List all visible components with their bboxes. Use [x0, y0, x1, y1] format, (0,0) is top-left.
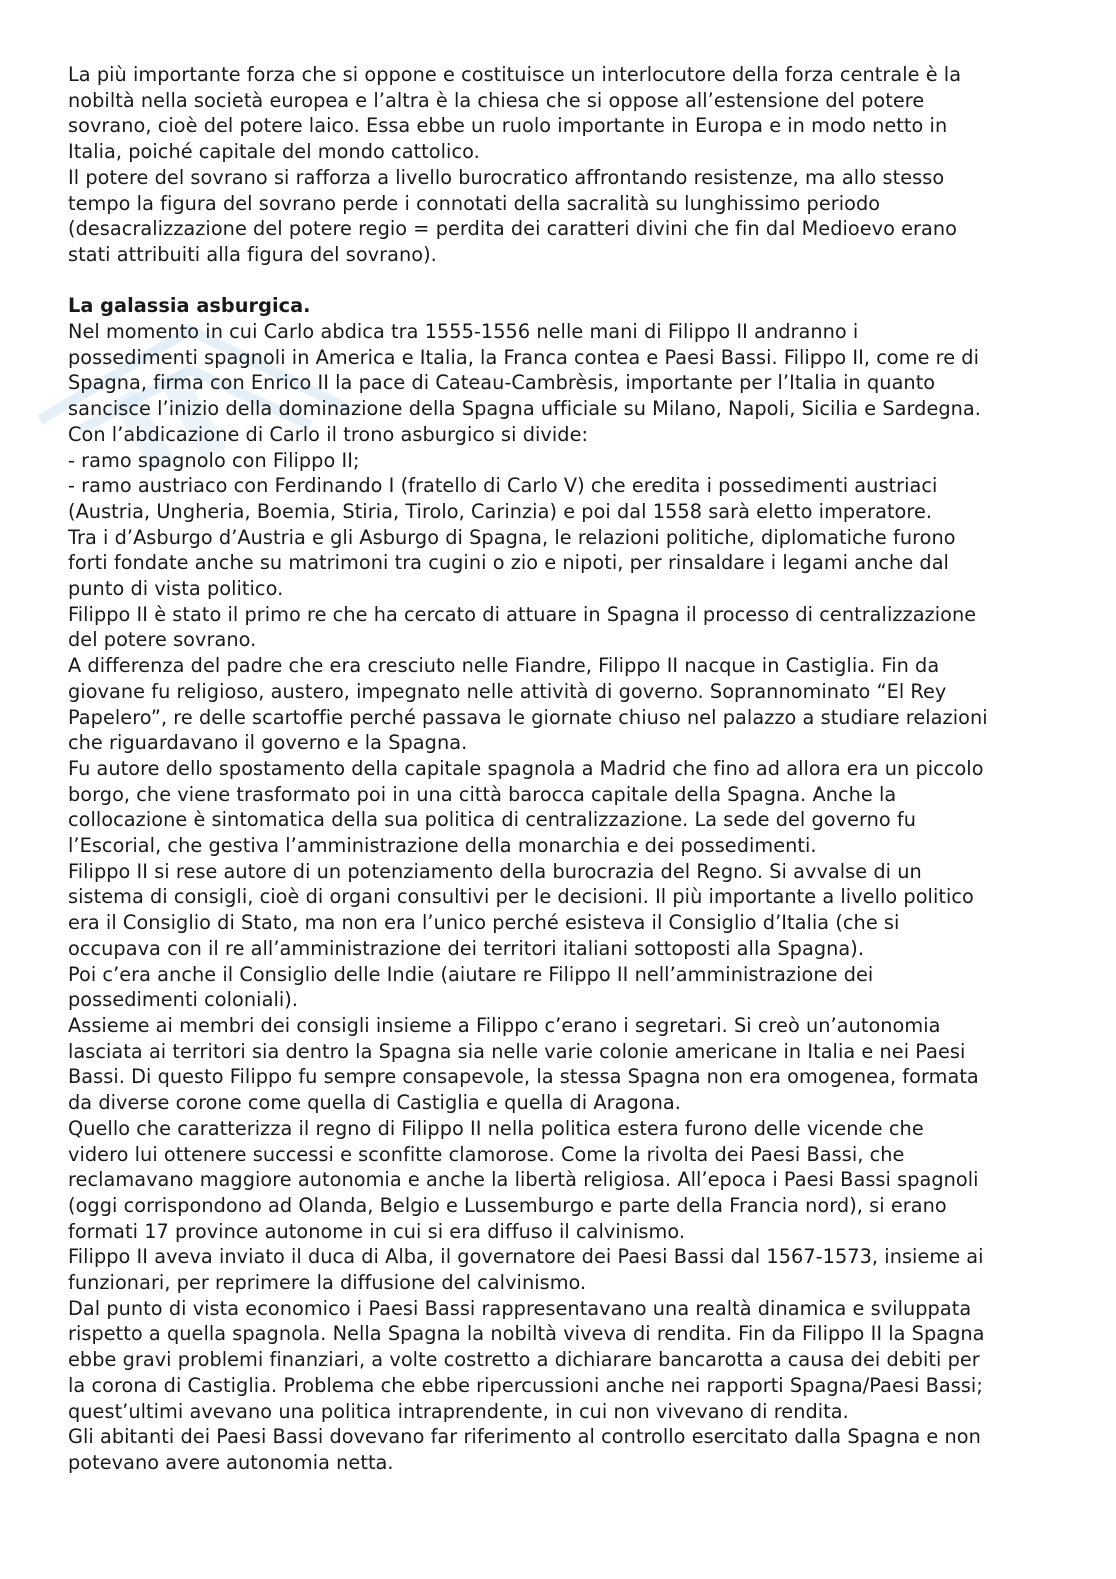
- intro-paragraph-1: La più importante forza che si oppone e costituisce un interlocutore della forza centrale è la nobiltà nella società europea e l’altra è la chiesa che si oppose all’estensione del potere sovrano, cioè del potere laico. Essa ebbe un ruolo importante in Europa e in modo netto in Italia, poiché capitale del mondo cattolico.: [68, 63, 962, 164]
- section-paragraph-15: Gli abitanti dei Paesi Bassi dovevano far riferimento al controllo esercitato dalla Spagna e non potevano avere autonomia netta.: [68, 1425, 981, 1474]
- paragraph-spacer: [68, 268, 1048, 294]
- section-paragraph-9: Filippo II si rese autore di un potenziamento della burocrazia del Regno. Si avvalse di un sistema di consigli, cioè di organi consultivi per le decisioni. Il più importante a livello politico era il Consiglio di Stato, ma non era l’unico perché esisteva il Consiglio d’Italia (che si occupava con il re all’amministrazione dei territori italiani sottoposti alla Spagna).: [68, 859, 974, 960]
- list-item-spanish-branch: - ramo spagnolo con Filippo II;: [68, 448, 360, 472]
- section-paragraph-7: A differenza del padre che era cresciuto nelle Fiandre, Filippo II nacque in Castiglia. Fin da giovane fu religioso, austero, impegnato nelle attività di governo. Soprannominato “El Rey Papelero”, re delle scartoffie perché passava le giornate chiuso nel palazzo a studiare relazioni che riguardavano il governo e la Spagna.: [68, 654, 988, 755]
- section-paragraph-14: Dal punto di vista economico i Paesi Bassi rappresentavano una realtà dinamica e sviluppata rispetto a quella spagnola. Nella Spagna la nobiltà viveva di rendita. Fin da Filippo II la Spagna ebbe gravi problemi finanziari, a volte costretto a dichiarare bancarotta a causa dei debiti per la corona di Castiglia. Problema che ebbe ripercussioni anche nei rapporti Spagna/Paesi Bassi; quest’ultimi avevano una politica intraprendente, in cui non vivevano di rendita.: [68, 1296, 985, 1423]
- section-paragraph-1: Nel momento in cui Carlo abdica tra 1555-1556 nelle mani di Filippo II andranno i possedimenti spagnoli in America e Italia, la Franca contea e Paesi Bassi. Filippo II, come re di Spagna, firma con Enrico II la pace di Cateau-Cambrèsis, importante per l’Italia in quanto sancisce l’inizio della dominazione della Spagna ufficiale su Milano, Napoli, Sicilia e Sardegna.: [68, 320, 981, 421]
- section-paragraph-2: Con l’abdicazione di Carlo il trono asburgico si divide:: [68, 422, 589, 446]
- section-heading: La galassia asburgica.: [68, 294, 311, 318]
- list-item-austrian-branch: - ramo austriaco con Ferdinando I (fratello di Carlo V) che eredita i possedimenti austriaci (Austria, Ungheria, Boemia, Stiria, Tirolo, Carinzia) e poi dal 1558 sarà eletto imperatore.: [68, 474, 938, 523]
- section-paragraph-13: Filippo II aveva inviato il duca di Alba, il governatore dei Paesi Bassi dal 1567-1573, insieme ai funzionari, per reprimere la diffusione del calvinismo.: [68, 1245, 984, 1295]
- section-paragraph-8: Fu autore dello spostamento della capitale spagnola a Madrid che fino ad allora era un piccolo borgo, che viene trasformato poi in una città barocca capitale della Spagna. Anche la collocazione è sintomatica della sua politica di centralizzazione. La sede del governo fu l’Escorial, che gestiva l’amministrazione della monarchia e dei possedimenti.: [68, 756, 984, 858]
- section-paragraph-12: Quello che caratterizza il regno di Filippo II nella politica estera furono delle vicende che videro lui ottenere successi e sconfitte clamorose. Come la rivolta dei Paesi Bassi, che reclamavano maggiore autonomia e anche la libertà religiosa. All’epoca i Paesi Bassi spagnoli (oggi corrispondono ad Olanda, Belgio e Lussemburgo e parte della Francia nord), si erano formati 17 province autonome in cui si era diffuso il calvinismo.: [68, 1116, 979, 1243]
- intro-paragraph-2: Il potere del sovrano si rafforza a livello burocratico affrontando resistenze, ma allo stesso tempo la figura del sovrano perde i connotati della sacralità su lunghissimo periodo (desacralizzazione del potere regio = perdita dei caratteri divini che fin dal Medioevo erano stati attribuiti alla figura del sovrano).: [68, 165, 958, 266]
- section-paragraph-6: Filippo II è stato il primo re che ha cercato di attuare in Spagna il processo di centralizzazione del potere sovrano.: [68, 602, 977, 652]
- section-paragraph-10: Poi c’era anche il Consiglio delle Indie (aiutare re Filippo II nell’amministrazione dei possedimenti coloniali).: [68, 962, 874, 1012]
- document-page: [68, 62, 1048, 1476]
- section-paragraph-11: Assieme ai membri dei consigli insieme a Filippo c’erano i segretari. Si creò un’autonomia lasciata ai territori sia dentro la Spagna sia nelle varie colonie americane in Italia e nei Paesi Bassi. Di questo Filippo fu sempre consapevole, la stessa Spagna non era omogenea, formata da diverse corone come quella di Castiglia e quella di Aragona.: [68, 1014, 979, 1115]
- section-paragraph-5: Tra i d’Asburgo d’Austria e gli Asburgo di Spagna, le relazioni politiche, diplomatiche furono forti fondate anche su matrimoni tra cugini o zio e nipoti, per rinsaldare i legami anche dal punto di vista politico.: [68, 525, 956, 601]
